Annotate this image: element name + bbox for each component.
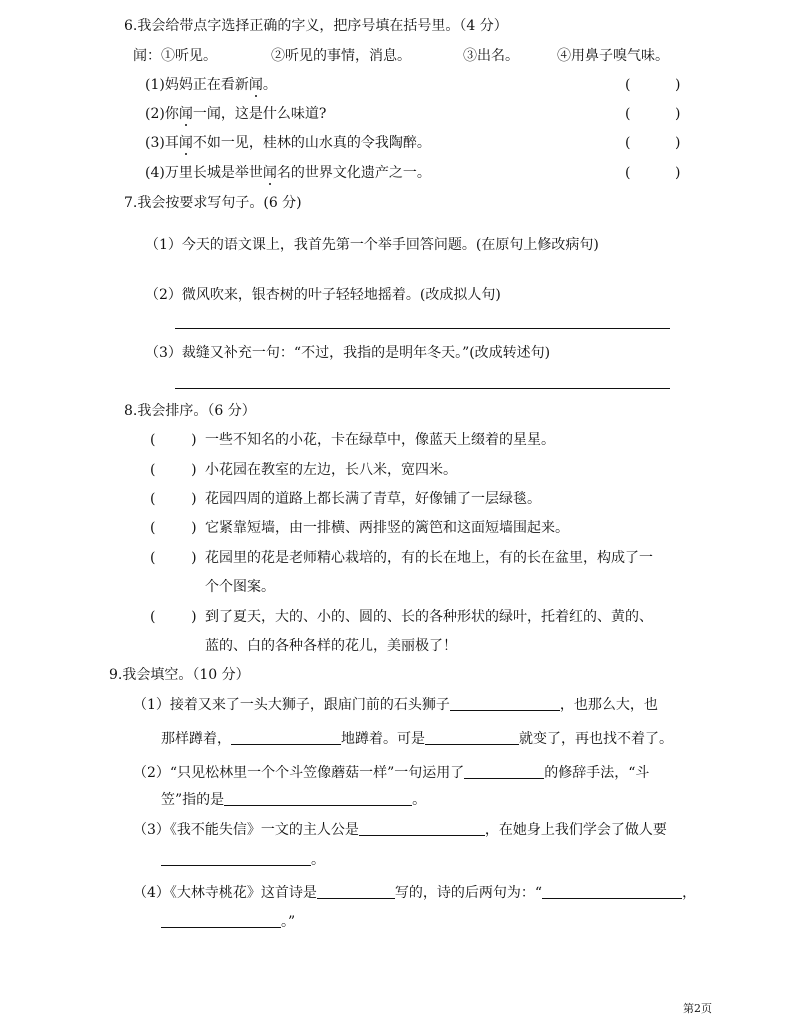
q9-item-2-line-2: 笠”指的是 。 xyxy=(161,792,427,808)
q8-paren-6[interactable]: ( ) xyxy=(150,609,197,625)
q9-blank-4[interactable] xyxy=(464,763,544,779)
q9-item-3-line-2: 。 xyxy=(161,850,325,870)
q8-paren-1[interactable]: ( ) xyxy=(150,432,197,448)
q6-meaning-4: ④用鼻子嗅气味。 xyxy=(557,48,669,64)
q7-item-3: （3）裁缝又补充一句：“不过，我指的是明年冬天。”(改成转述句) xyxy=(145,345,551,361)
q6-item-4: (4)万里长城是举世闻名的世界文化遗产之一。 xyxy=(145,165,431,181)
q9-blank-9[interactable] xyxy=(542,883,682,899)
q9-blank-8[interactable] xyxy=(317,883,395,899)
q8-paren-5[interactable]: ( ) xyxy=(150,550,197,566)
q8-paren-3[interactable]: ( ) xyxy=(150,491,197,507)
q9-blank-6[interactable] xyxy=(359,820,485,836)
q8-item-6-line-1: 到了夏天，大的、小的、圆的、长的各种形状的绿叶，托着红的、黄的、 xyxy=(205,609,653,625)
q6-title: 6.我会给带点字选择正确的字义，把序号填在括号里。（4 分） xyxy=(124,18,508,34)
q9-item-3-line-1: （3）《我不能失信》一文的主人公是 ，在她身上我们学会了做人要 xyxy=(133,822,667,838)
q8-item-4: 它紧靠短墙，由一排横、两排竖的篱笆和这面短墙围起来。 xyxy=(205,520,569,536)
q6-item-3: (3)耳闻不如一见，桂林的山水真的令我陶醉。 xyxy=(145,135,431,151)
q9-item-1-line-1: （1）接着又来了一头大狮子，跟庙门前的石头狮子 ，也那么大，也 xyxy=(133,697,658,713)
q8-title: 8.我会排序。（6 分） xyxy=(124,403,256,419)
q6-meaning-2: ②听见的事情，消息。 xyxy=(271,48,411,64)
q6-item-1: (1)妈妈正在看新闻。 xyxy=(145,77,277,93)
q8-item-3: 花园四周的道路上都长满了青草，好像铺了一层绿毯。 xyxy=(205,491,541,507)
q8-item-5-line-1: 花园里的花是老师精心栽培的，有的长在地上，有的长在盆里，构成了一 xyxy=(205,550,653,566)
q9-blank-10[interactable] xyxy=(161,912,281,928)
q6-answer-blank-1[interactable]: ( ) xyxy=(625,77,681,93)
q8-paren-4[interactable]: ( ) xyxy=(150,520,197,536)
q9-item-2-line-1: （2）“只见松林里一个个斗笠像蘑菇一样”一句运用了 的修辞手法，“斗 xyxy=(133,765,650,781)
q9-item-4-line-2: 。” xyxy=(161,912,295,932)
q7-title: 7.我会按要求写句子。(6 分) xyxy=(124,195,302,211)
q9-item-4-line-1: （4）《大林寺桃花》这首诗是 写的，诗的后两句为：“ ， xyxy=(133,885,697,901)
q6-meaning-1: ①听见。 xyxy=(161,48,217,64)
q7-answer-line-2[interactable] xyxy=(175,328,670,329)
q6-meaning-3: ③出名。 xyxy=(463,48,519,64)
q6-item-2: (2)你闻一闻，这是什么味道? xyxy=(145,106,327,122)
q9-blank-7[interactable] xyxy=(161,850,311,866)
page-number: 第2页 xyxy=(683,1002,712,1015)
q6-meaning-prefix: 闻： xyxy=(133,48,161,64)
q9-blank-1[interactable] xyxy=(450,695,560,711)
q7-item-2: （2）微风吹来，银杏树的叶子轻轻地摇着。(改成拟人句) xyxy=(145,287,501,303)
q8-item-1: 一些不知名的小花，卡在绿草中，像蓝天上缀着的星星。 xyxy=(205,432,555,448)
q9-blank-2[interactable] xyxy=(231,729,341,745)
q8-item-2: 小花园在教室的左边，长八米，宽四米。 xyxy=(205,462,457,478)
q8-item-6-line-2: 蓝的、白的各种各样的花儿，美丽极了！ xyxy=(205,638,457,654)
q7-item-1: （1）今天的语文课上，我首先第一个举手回答问题。(在原句上修改病句) xyxy=(145,237,599,253)
q8-item-5-line-2: 个个图案。 xyxy=(205,579,275,595)
q6-answer-blank-3[interactable]: ( ) xyxy=(625,135,681,151)
q6-answer-blank-4[interactable]: ( ) xyxy=(625,165,681,181)
q9-blank-3[interactable] xyxy=(425,729,519,745)
q9-item-1-line-2: 那样蹲着， 地蹲着。可是 就变了，再也找不着了。 xyxy=(161,731,673,747)
q7-answer-line-3[interactable] xyxy=(175,388,670,389)
q8-paren-2[interactable]: ( ) xyxy=(150,462,197,478)
q9-blank-5[interactable] xyxy=(224,790,412,806)
q9-title: 9.我会填空。（10 分） xyxy=(109,667,250,683)
q6-answer-blank-2[interactable]: ( ) xyxy=(625,106,681,122)
